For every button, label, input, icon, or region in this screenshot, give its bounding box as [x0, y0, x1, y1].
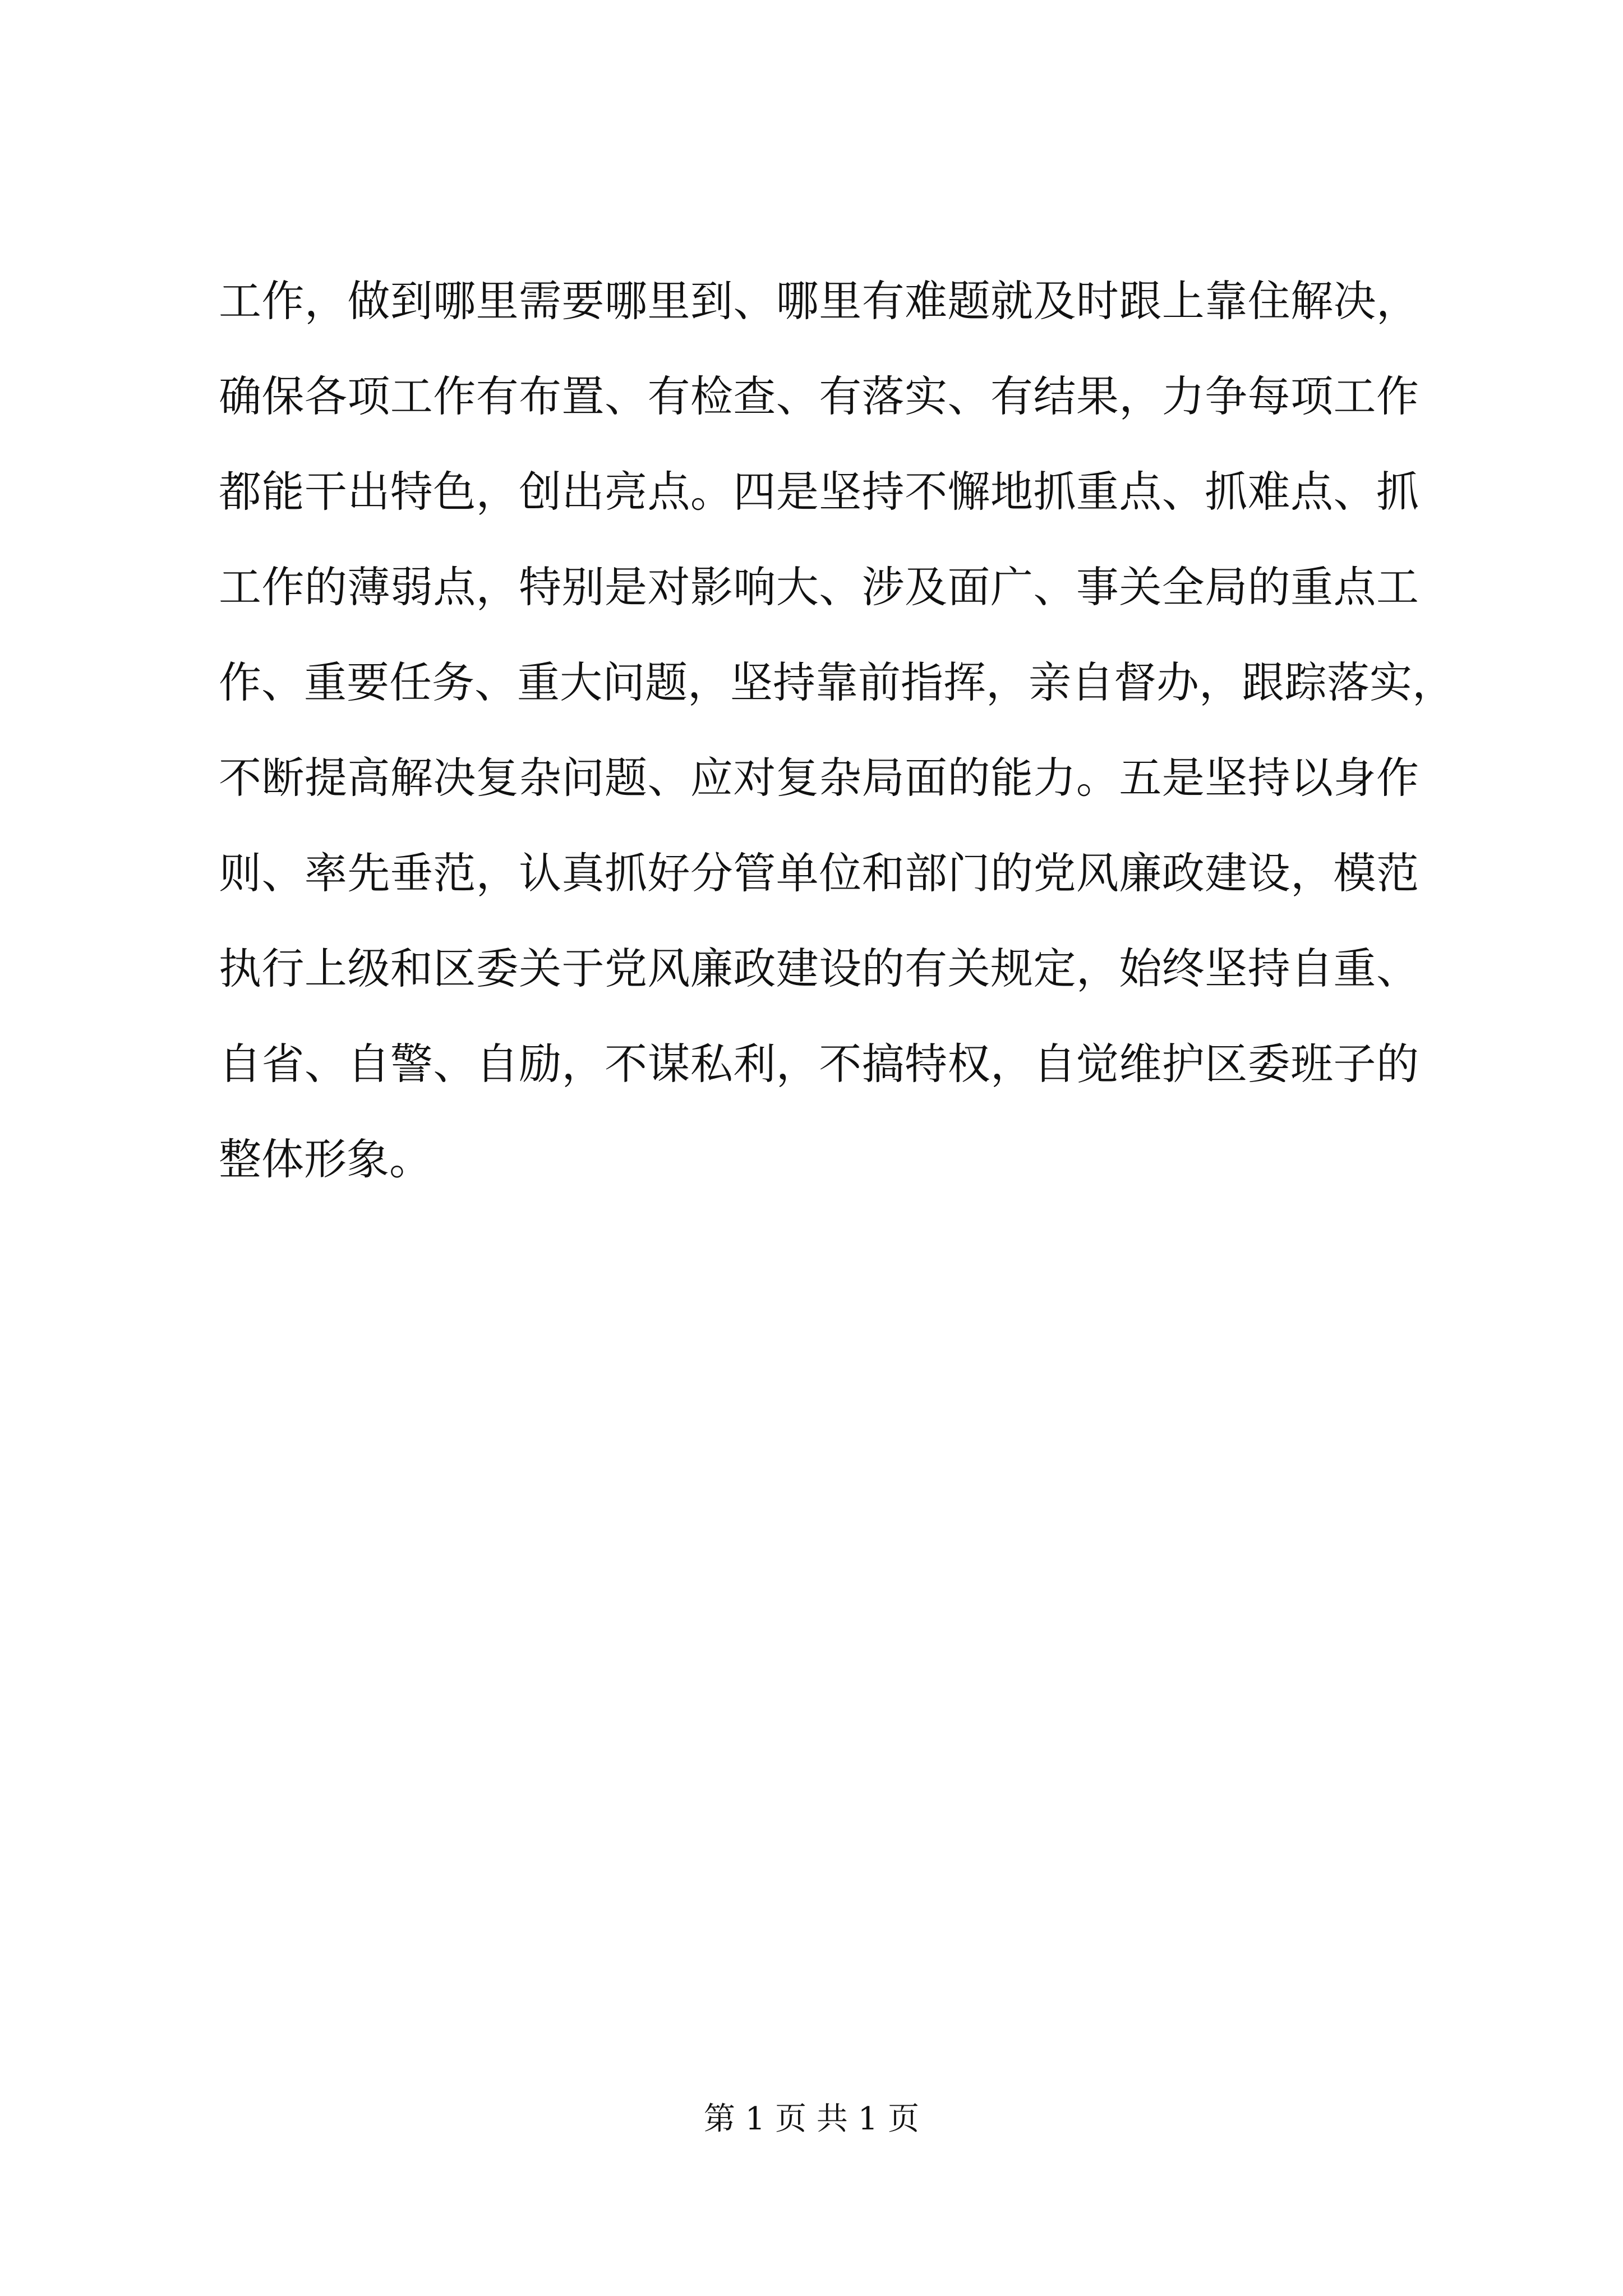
text-line-10: 整体形象。	[219, 1134, 432, 1184]
text-line-5: 作、重要任务、重大问题，坚持靠前指挥，亲自督办，跟踪落实，	[219, 657, 1455, 707]
text-line-4: 工作的薄弱点，特别是对影响大、涉及面广、事关全局的重点工	[219, 562, 1419, 612]
text-line-2: 确保各项工作有布置、有检查、有落实、有结果，力争每项工作	[219, 371, 1419, 421]
text-line-3: 都能干出特色，创出亮点。四是坚持不懈地抓重点、抓难点、抓	[219, 467, 1419, 517]
text-line-7: 则、率先垂范，认真抓好分管单位和部门的党风廉政建设，模范	[219, 848, 1419, 898]
text-line-6: 不断提高解决复杂问题、应对复杂局面的能力。五是坚持以身作	[219, 753, 1419, 803]
text-line-8: 执行上级和区委关于党风廉政建设的有关规定，始终坚持自重、	[219, 944, 1419, 993]
text-line-1: 工作，做到哪里需要哪里到、哪里有难题就及时跟上靠住解决，	[219, 276, 1419, 326]
page-footer: 第 1 页 共 1 页	[703, 2101, 920, 2137]
text-line-9: 自省、自警、自励，不谋私利，不搞特权，自觉维护区委班子的	[219, 1039, 1419, 1089]
body-paragraph	[219, 254, 1455, 1207]
